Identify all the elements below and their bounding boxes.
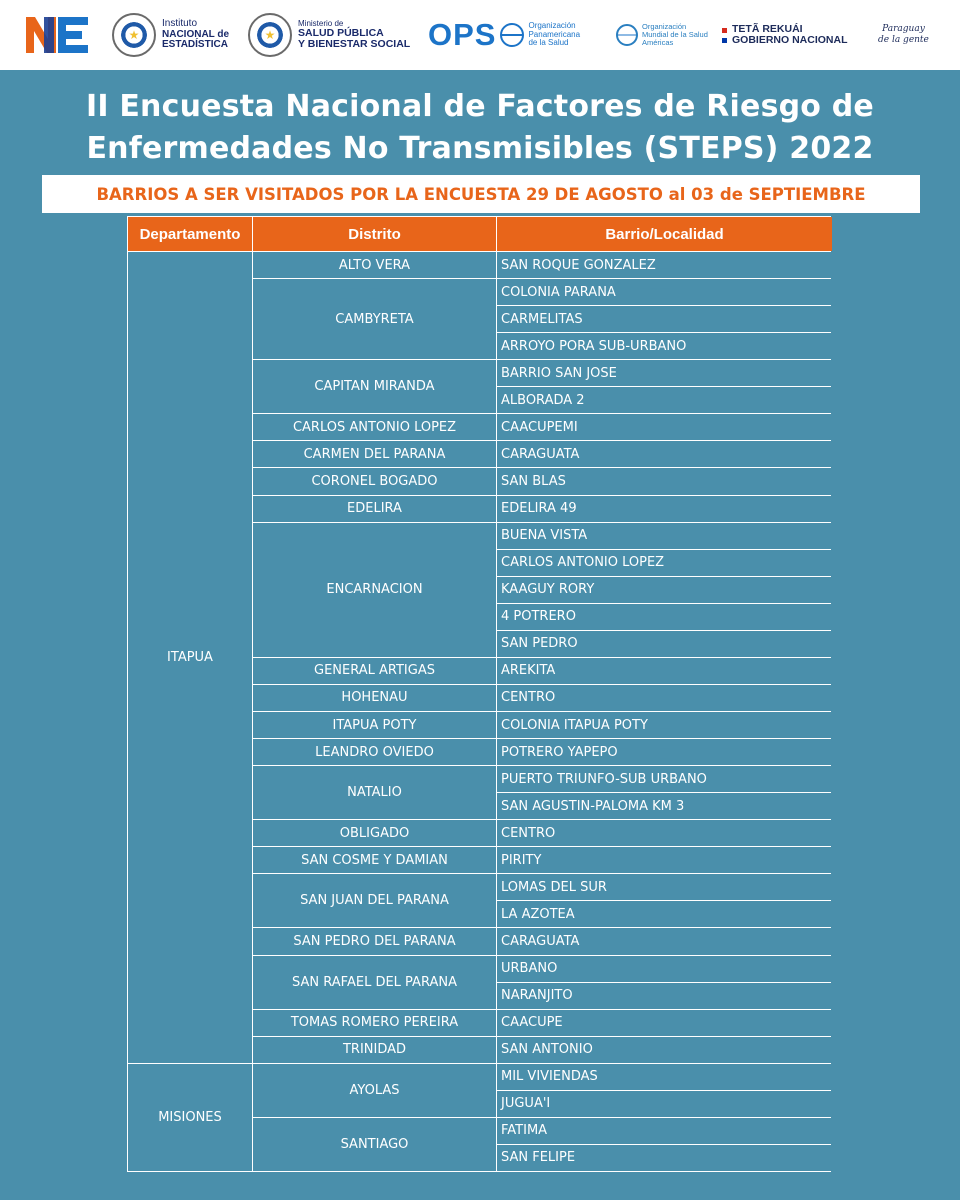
header-departamento: Departamento xyxy=(128,217,252,251)
district-cell: NATALIO xyxy=(253,766,496,819)
barrio-cell: CAACUPE xyxy=(497,1010,832,1036)
gobierno-nacional-logo xyxy=(722,0,848,70)
department-cell: ITAPUA xyxy=(128,252,252,1063)
globe-icon xyxy=(500,23,524,47)
msp-logo-line3: Y BIENESTAR SOCIAL xyxy=(298,38,411,51)
district-cell: CAPITAN MIRANDA xyxy=(253,360,496,413)
barrio-cell: SAN ANTONIO xyxy=(497,1037,832,1063)
barrio-cell: MIL VIVIENDAS xyxy=(497,1064,832,1090)
barrio-cell: URBANO xyxy=(497,956,832,982)
barrio-cell: CARAGUATA xyxy=(497,441,832,467)
barrio-cell: CARAGUATA xyxy=(497,928,832,954)
barrio-cell: EDELIRA 49 xyxy=(497,496,832,522)
barrio-cell: BARRIO SAN JOSE xyxy=(497,360,832,386)
msp-logo-line1: Ministerio de xyxy=(298,18,344,28)
barrio-cell: POTRERO YAPEPO xyxy=(497,739,832,765)
barrio-cell: CENTRO xyxy=(497,685,832,711)
oms-logo-line3: Américas xyxy=(642,37,674,47)
district-cell: SAN PEDRO DEL PARANA xyxy=(253,928,496,954)
district-cell: SAN RAFAEL DEL PARANA xyxy=(253,956,496,1009)
ops-logo-line1: Organización xyxy=(528,21,576,31)
ministry-health-logo xyxy=(248,0,410,70)
barrio-cell: CARMELITAS xyxy=(497,306,832,332)
header-barrio: Barrio/Localidad xyxy=(497,217,832,251)
teta-logo-line1: TETÃ REKUÁI xyxy=(732,22,803,35)
page-title-line1: II Encuesta Nacional de Factores de Riesgo de xyxy=(86,89,874,124)
ops-logo-line3: de la Salud xyxy=(528,38,569,48)
oms-logo-line2: Mundial de la Salud xyxy=(642,30,708,40)
who-emblem-icon xyxy=(616,24,638,46)
paraguay-flag-icon xyxy=(722,28,727,43)
district-cell: ENCARNACION xyxy=(253,523,496,657)
msp-logo-line2: SALUD PÚBLICA xyxy=(298,27,384,40)
header-distrito: Distrito xyxy=(253,217,496,251)
barrio-cell: 4 POTRERO xyxy=(497,604,832,630)
barrio-cell: NARANJITO xyxy=(497,983,832,1009)
barrio-cell: FATIMA xyxy=(497,1118,832,1144)
ne-logo-icon xyxy=(24,15,90,55)
barrio-cell: SAN ROQUE GONZALEZ xyxy=(497,252,832,278)
ine-logo-line2: NACIONAL de xyxy=(162,28,230,40)
ops-wordmark: OPS xyxy=(428,17,497,52)
barrio-cell: JUGUA'I xyxy=(497,1091,832,1117)
pyg-logo-line1: Paraguay xyxy=(882,24,925,35)
ine-ne-logo xyxy=(24,0,90,70)
district-cell: CORONEL BOGADO xyxy=(253,468,496,494)
oms-logo xyxy=(616,0,708,70)
paraguay-de-la-gente-logo xyxy=(878,0,929,70)
barrio-cell: ALBORADA 2 xyxy=(497,387,832,413)
district-cell: SAN COSME Y DAMIAN xyxy=(253,847,496,873)
national-seal-icon: ★ xyxy=(112,13,156,57)
teta-logo-line2: GOBIERNO NACIONAL xyxy=(732,34,848,46)
barrio-cell: ARROYO PORA SUB-URBANO xyxy=(497,333,832,359)
logo-bar xyxy=(0,0,960,70)
barrio-cell: BUENA VISTA xyxy=(497,523,832,549)
district-cell: ITAPUA POTY xyxy=(253,712,496,738)
district-cell: ALTO VERA xyxy=(253,252,496,278)
pyg-logo-line2: de la gente xyxy=(878,35,929,45)
ops-logo-line2: Panamericana xyxy=(528,29,581,39)
barrio-cell: PUERTO TRIUNFO-SUB URBANO xyxy=(497,766,832,792)
ops-logo xyxy=(428,0,580,70)
barrios-table xyxy=(127,216,831,1172)
barrio-cell: LOMAS DEL SUR xyxy=(497,874,832,900)
page-title-line2: Enfermedades No Transmisibles (STEPS) 2022 xyxy=(86,131,874,166)
district-cell: SANTIAGO xyxy=(253,1118,496,1171)
barrio-cell: KAAGUY RORY xyxy=(497,577,832,603)
ine-logo xyxy=(112,0,229,70)
ine-logo-line1: Instituto xyxy=(162,18,198,30)
barrio-cell: SAN PEDRO xyxy=(497,631,832,657)
department-cell: MISIONES xyxy=(128,1064,252,1171)
district-cell: GENERAL ARTIGAS xyxy=(253,658,496,684)
barrio-cell: SAN AGUSTIN-PALOMA KM 3 xyxy=(497,793,832,819)
barrio-cell: LA AZOTEA xyxy=(497,901,832,927)
barrio-cell: CARLOS ANTONIO LOPEZ xyxy=(497,550,832,576)
barrio-cell: AREKITA xyxy=(497,658,832,684)
barrio-cell: COLONIA PARANA xyxy=(497,279,832,305)
ine-logo-line3: ESTADÍSTICA xyxy=(162,39,228,51)
national-seal-icon: ★ xyxy=(248,13,292,57)
district-cell: CAMBYRETA xyxy=(253,279,496,359)
district-cell: TOMAS ROMERO PEREIRA xyxy=(253,1010,496,1036)
district-cell: HOHENAU xyxy=(253,685,496,711)
barrio-cell: CAACUPEMI xyxy=(497,414,832,440)
district-cell: AYOLAS xyxy=(253,1064,496,1117)
district-cell: LEANDRO OVIEDO xyxy=(253,739,496,765)
barrio-cell: SAN FELIPE xyxy=(497,1145,832,1171)
district-cell: CARMEN DEL PARANA xyxy=(253,441,496,467)
barrio-cell: COLONIA ITAPUA POTY xyxy=(497,712,832,738)
district-cell: SAN JUAN DEL PARANA xyxy=(253,874,496,927)
district-cell: EDELIRA xyxy=(253,496,496,522)
barrio-cell: SAN BLAS xyxy=(497,468,832,494)
oms-logo-line1: Organización xyxy=(642,22,687,32)
barrio-cell: PIRITY xyxy=(497,847,832,873)
district-cell: CARLOS ANTONIO LOPEZ xyxy=(253,414,496,440)
district-cell: TRINIDAD xyxy=(253,1037,496,1063)
survey-dates-banner: BARRIOS A SER VISITADOS POR LA ENCUESTA 29 DE AGOSTO al 03 de SEPTIEMBRE xyxy=(42,175,920,213)
page-title xyxy=(0,86,960,170)
barrio-cell: CENTRO xyxy=(497,820,832,846)
district-cell: OBLIGADO xyxy=(253,820,496,846)
